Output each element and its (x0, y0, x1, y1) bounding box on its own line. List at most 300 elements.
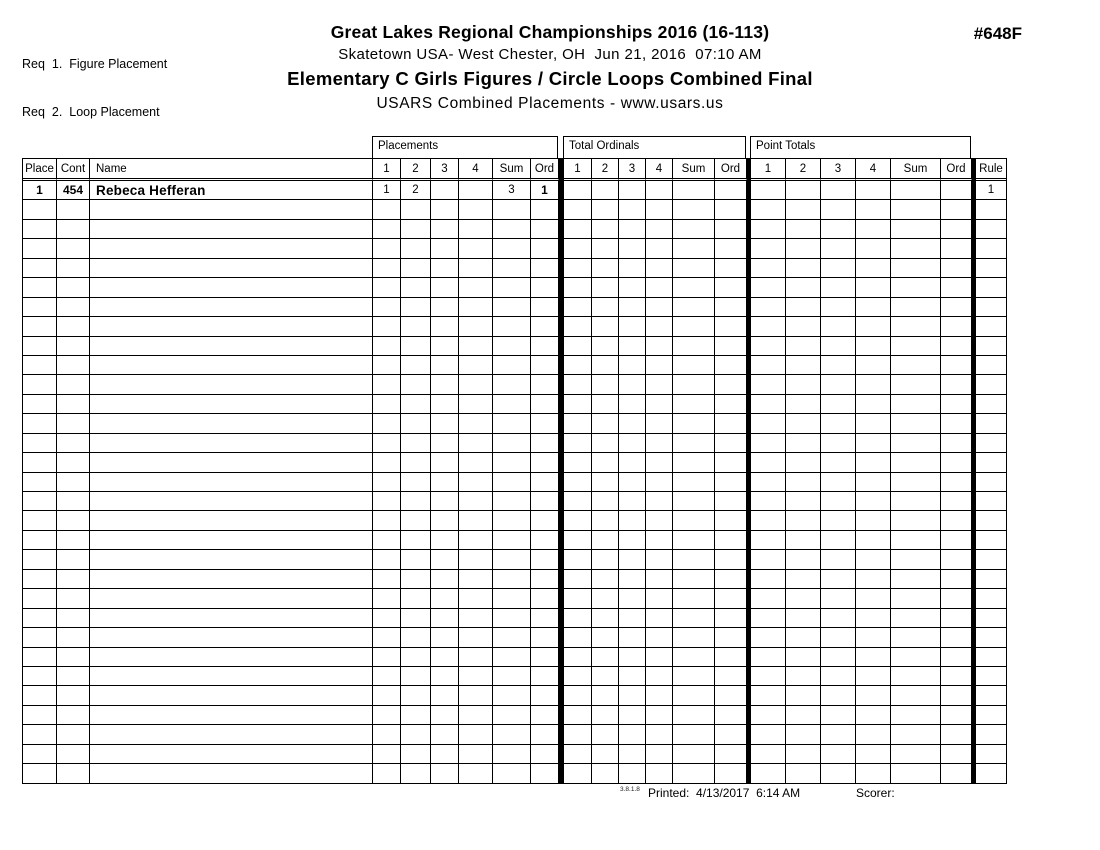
table-cell (592, 375, 619, 394)
table-cell (564, 200, 592, 219)
table-cell (941, 764, 972, 783)
table-cell (976, 648, 1006, 667)
table-cell (90, 589, 373, 608)
table-cell (673, 337, 715, 356)
table-cell (673, 278, 715, 297)
table-cell (23, 570, 57, 589)
table-row (23, 686, 1006, 705)
table-cell (592, 628, 619, 647)
table-cell (715, 453, 747, 472)
table-cell (459, 609, 493, 628)
table-cell (90, 531, 373, 550)
table-cell (856, 414, 891, 433)
table-cell (856, 259, 891, 278)
table-cell (431, 609, 459, 628)
table-row (23, 317, 1006, 336)
table-cell (976, 473, 1006, 492)
table-cell (646, 317, 673, 336)
table-row (23, 375, 1006, 394)
table-cell (57, 745, 90, 764)
table-cell (23, 473, 57, 492)
table-cell (751, 550, 786, 569)
table-cell (673, 356, 715, 375)
table-cell (23, 395, 57, 414)
table-cell (941, 220, 972, 239)
table-cell (673, 511, 715, 530)
table-cell (619, 395, 646, 414)
table-cell (891, 395, 941, 414)
table-cell (891, 239, 941, 258)
table-cell (592, 745, 619, 764)
requirement-line-1: Req 1. Figure Placement (22, 57, 168, 71)
table-cell (592, 259, 619, 278)
table-cell (891, 511, 941, 530)
table-cell (941, 570, 972, 589)
table-cell (493, 648, 531, 667)
table-cell (57, 667, 90, 686)
table-cell (786, 395, 821, 414)
table-cell (821, 453, 856, 472)
table-cell (941, 745, 972, 764)
table-cell (941, 434, 972, 453)
table-cell (401, 725, 431, 744)
table-cell (564, 648, 592, 667)
table-cell (821, 356, 856, 375)
table-cell (751, 589, 786, 608)
table-cell (715, 531, 747, 550)
table-cell (976, 725, 1006, 744)
table-cell (751, 453, 786, 472)
table-cell (619, 473, 646, 492)
table-cell (891, 434, 941, 453)
table-cell (619, 375, 646, 394)
table-cell (564, 725, 592, 744)
table-cell (401, 764, 431, 783)
table-cell (493, 453, 531, 472)
table-cell (57, 531, 90, 550)
table-cell (786, 648, 821, 667)
table-cell (373, 414, 401, 433)
table-cell (619, 764, 646, 783)
table-cell (401, 473, 431, 492)
table-cell (23, 453, 57, 472)
table-cell (619, 181, 646, 200)
table-cell (673, 181, 715, 200)
table-cell (715, 200, 747, 219)
table-cell (592, 298, 619, 317)
table-cell (592, 764, 619, 783)
table-cell (715, 648, 747, 667)
table-cell (715, 395, 747, 414)
table-cell: 1 (531, 181, 559, 200)
table-cell (646, 531, 673, 550)
table-cell (786, 317, 821, 336)
table-cell (821, 531, 856, 550)
table-cell (459, 648, 493, 667)
table-cell (941, 375, 972, 394)
table-cell (90, 648, 373, 667)
table-cell: 3 (493, 181, 531, 200)
column-header: 2 (401, 159, 431, 181)
table-cell (891, 473, 941, 492)
table-cell (619, 648, 646, 667)
table-cell (821, 648, 856, 667)
table-row (23, 239, 1006, 258)
table-cell (531, 453, 559, 472)
table-cell (431, 589, 459, 608)
table-cell (493, 725, 531, 744)
table-cell (715, 298, 747, 317)
table-cell (891, 278, 941, 297)
table-cell (531, 706, 559, 725)
table-cell (673, 375, 715, 394)
table-cell (891, 648, 941, 667)
table-cell (821, 239, 856, 258)
table-cell (592, 453, 619, 472)
table-cell (941, 609, 972, 628)
table-cell (564, 609, 592, 628)
table-cell (673, 764, 715, 783)
table-cell (373, 492, 401, 511)
table-cell (373, 764, 401, 783)
table-cell (941, 414, 972, 433)
table-cell (90, 337, 373, 356)
table-cell (592, 317, 619, 336)
table-cell (431, 764, 459, 783)
table-cell (821, 298, 856, 317)
table-cell (673, 200, 715, 219)
table-cell (493, 745, 531, 764)
table-cell (592, 531, 619, 550)
table-row (23, 181, 1006, 200)
table-cell (673, 259, 715, 278)
table-cell (856, 492, 891, 511)
table-cell (459, 414, 493, 433)
table-cell (715, 239, 747, 258)
table-cell (373, 686, 401, 705)
table-cell (619, 356, 646, 375)
table-cell (23, 531, 57, 550)
column-header: 1 (564, 159, 592, 181)
requirement-line-2: Req 2. Loop Placement (22, 105, 160, 119)
table-cell (459, 181, 493, 200)
table-cell (431, 298, 459, 317)
table-cell (373, 356, 401, 375)
table-row (23, 764, 1006, 783)
title-block (0, 22, 1100, 113)
table-cell (821, 725, 856, 744)
table-cell (493, 317, 531, 336)
table-cell: Rebeca Hefferan (90, 181, 373, 200)
table-cell (821, 745, 856, 764)
group-header-point-totals: Point Totals (750, 136, 971, 158)
results-grid (22, 158, 1007, 784)
table-cell (57, 492, 90, 511)
table-cell (856, 473, 891, 492)
table-row (23, 648, 1006, 667)
column-header: 3 (431, 159, 459, 181)
table-cell (941, 531, 972, 550)
table-row (23, 434, 1006, 453)
table-cell (90, 395, 373, 414)
table-cell (976, 492, 1006, 511)
table-cell (856, 628, 891, 647)
table-cell (751, 298, 786, 317)
table-cell (941, 395, 972, 414)
table-cell (23, 725, 57, 744)
placements-source-line: USARS Combined Placements - www.usars.us (376, 95, 724, 112)
table-cell (592, 589, 619, 608)
table-cell (23, 686, 57, 705)
table-cell (715, 278, 747, 297)
table-cell (23, 220, 57, 239)
table-cell (531, 667, 559, 686)
table-cell (431, 667, 459, 686)
table-cell (401, 686, 431, 705)
table-cell (619, 434, 646, 453)
table-cell (976, 764, 1006, 783)
table-cell (786, 667, 821, 686)
table-cell (401, 706, 431, 725)
table-cell (856, 453, 891, 472)
table-cell (646, 609, 673, 628)
table-cell (431, 375, 459, 394)
table-cell (373, 259, 401, 278)
table-cell (891, 706, 941, 725)
table-cell (976, 395, 1006, 414)
table-cell: 2 (401, 181, 431, 200)
table-cell (493, 511, 531, 530)
table-cell (401, 570, 431, 589)
table-cell (531, 259, 559, 278)
table-cell (564, 570, 592, 589)
table-cell (941, 181, 972, 200)
table-cell (891, 764, 941, 783)
table-cell (23, 298, 57, 317)
table-cell (90, 414, 373, 433)
table-cell (493, 239, 531, 258)
table-cell (23, 434, 57, 453)
table-cell (821, 317, 856, 336)
table-cell (751, 200, 786, 219)
group-header-total-ordinals: Total Ordinals (563, 136, 746, 158)
table-cell (23, 511, 57, 530)
table-cell (941, 706, 972, 725)
table-cell (941, 317, 972, 336)
table-cell (646, 725, 673, 744)
table-cell (751, 492, 786, 511)
table-cell (751, 278, 786, 297)
table-cell (751, 531, 786, 550)
column-header: Ord (941, 159, 972, 181)
table-cell (564, 375, 592, 394)
table-cell (564, 706, 592, 725)
table-cell (431, 473, 459, 492)
table-cell (373, 278, 401, 297)
table-cell (57, 511, 90, 530)
table-cell (715, 220, 747, 239)
table-cell (459, 337, 493, 356)
table-cell (856, 648, 891, 667)
table-cell (646, 550, 673, 569)
table-cell (821, 764, 856, 783)
table-cell (941, 473, 972, 492)
table-row (23, 356, 1006, 375)
table-cell (821, 200, 856, 219)
table-cell (373, 725, 401, 744)
table-cell (856, 337, 891, 356)
table-cell (751, 667, 786, 686)
table-cell (751, 686, 786, 705)
table-cell (431, 356, 459, 375)
table-cell (57, 395, 90, 414)
table-cell (891, 745, 941, 764)
table-cell (531, 473, 559, 492)
table-cell (856, 667, 891, 686)
table-cell (493, 473, 531, 492)
table-cell (57, 220, 90, 239)
table-cell (401, 220, 431, 239)
table-cell (431, 317, 459, 336)
table-cell (619, 317, 646, 336)
table-cell (373, 511, 401, 530)
table-cell (786, 414, 821, 433)
table-cell (57, 356, 90, 375)
column-header: Place (23, 159, 57, 181)
table-cell (786, 375, 821, 394)
table-cell (23, 706, 57, 725)
table-cell (373, 200, 401, 219)
table-row (23, 628, 1006, 647)
table-cell (751, 570, 786, 589)
table-cell (592, 181, 619, 200)
table-cell (786, 278, 821, 297)
table-cell (646, 220, 673, 239)
table-cell (715, 550, 747, 569)
column-header: Cont (57, 159, 90, 181)
table-cell (531, 725, 559, 744)
table-cell (401, 492, 431, 511)
table-cell (493, 375, 531, 394)
table-cell (646, 648, 673, 667)
table-cell (786, 550, 821, 569)
table-cell (619, 725, 646, 744)
table-cell (673, 239, 715, 258)
table-cell (373, 337, 401, 356)
table-cell (493, 764, 531, 783)
table-cell (459, 531, 493, 550)
table-cell (431, 453, 459, 472)
table-cell (431, 628, 459, 647)
table-cell (459, 356, 493, 375)
table-cell (57, 589, 90, 608)
table-cell (23, 259, 57, 278)
table-cell (715, 725, 747, 744)
table-cell (23, 492, 57, 511)
table-cell (619, 667, 646, 686)
table-cell (646, 570, 673, 589)
table-cell (23, 337, 57, 356)
table-cell (23, 375, 57, 394)
table-cell (646, 298, 673, 317)
table-cell (531, 511, 559, 530)
table-cell (493, 531, 531, 550)
table-cell (401, 375, 431, 394)
table-cell (786, 531, 821, 550)
table-cell (786, 745, 821, 764)
table-cell (619, 414, 646, 433)
table-row (23, 395, 1006, 414)
table-cell (673, 628, 715, 647)
table-cell (673, 725, 715, 744)
table-cell (531, 531, 559, 550)
table-cell (373, 745, 401, 764)
column-header: Ord (715, 159, 747, 181)
table-cell (856, 570, 891, 589)
table-cell (941, 725, 972, 744)
table-cell (646, 181, 673, 200)
table-cell (592, 278, 619, 297)
table-cell (90, 317, 373, 336)
table-cell (821, 337, 856, 356)
table-cell (786, 511, 821, 530)
table-cell (431, 181, 459, 200)
table-cell (751, 356, 786, 375)
table-cell (564, 628, 592, 647)
table-cell (821, 259, 856, 278)
table-cell (401, 434, 431, 453)
table-cell (941, 686, 972, 705)
table-cell (976, 414, 1006, 433)
group-header-placements: Placements (372, 136, 558, 158)
table-cell (564, 764, 592, 783)
table-cell (459, 745, 493, 764)
table-row (23, 550, 1006, 569)
table-cell (619, 609, 646, 628)
table-cell (531, 395, 559, 414)
table-cell (891, 531, 941, 550)
table-cell (891, 317, 941, 336)
table-cell (401, 356, 431, 375)
table-cell (751, 414, 786, 433)
table-cell (619, 298, 646, 317)
column-header: Name (90, 159, 373, 181)
table-cell (493, 337, 531, 356)
table-cell (751, 239, 786, 258)
table-cell (373, 317, 401, 336)
table-cell (23, 200, 57, 219)
table-cell (57, 298, 90, 317)
table-cell (856, 531, 891, 550)
table-cell (715, 511, 747, 530)
table-cell (891, 375, 941, 394)
table-cell (619, 531, 646, 550)
table-cell (531, 764, 559, 783)
table-cell (493, 414, 531, 433)
table-cell (715, 434, 747, 453)
table-row (23, 337, 1006, 356)
table-cell (592, 511, 619, 530)
table-cell (673, 414, 715, 433)
table-cell (592, 395, 619, 414)
table-cell (751, 220, 786, 239)
table-cell (592, 434, 619, 453)
table-cell (459, 395, 493, 414)
table-cell (592, 239, 619, 258)
table-cell (90, 434, 373, 453)
table-cell (431, 531, 459, 550)
table-row (23, 220, 1006, 239)
